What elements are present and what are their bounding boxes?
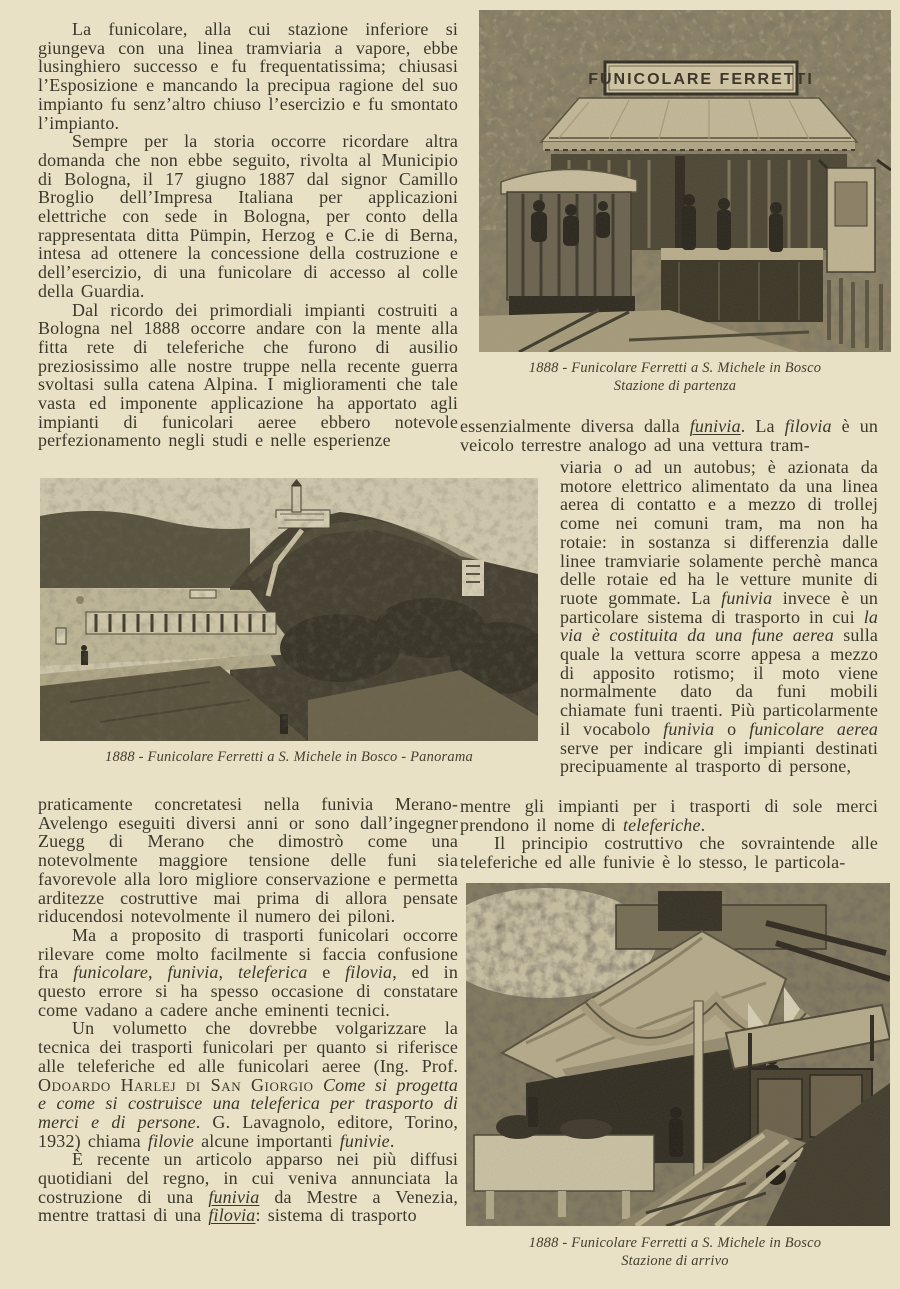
paragraph: La funicolare, alla cui stazione inferiore si giungeva con una linea tramviaria a vapore, ebbe lusinghiero successo e fu frequentatissima; chiusasi l’Esposizione e mancando la precipua ragione del suo impianto fu senz’altro chiuso l’esercizio e fu smontato l’impianto.: [38, 19, 458, 133]
paragraph: essenzialmente diversa dalla funivia. La filovia è un veicolo terrestre analogo ad una vettura tram-: [460, 416, 878, 455]
caption-line: 1888 - Funicolare Ferretti a S. Michele in Bosco: [528, 1235, 822, 1251]
caption-line: 1888 - Funicolare Ferretti a S. Michele in Bosco: [528, 360, 822, 376]
caption-arrival: [460, 1235, 890, 1270]
photo-grain: [466, 883, 890, 1226]
photo-arrival-station: [466, 883, 890, 1226]
paragraph: viaria o ad un autobus; è azionata da motore elettrico alimentato da una linea aerea di contatto e a mezzo di trollej come nei comuni tram, ma non ha rotaie: in sostanza si differenzia dalle linee tramviarie solamente perchè manca delle rotaie ed ha le vetture munite di ruote gommate. La funivia invece è un particolare sistema di trasporto in cui la via è costituita da una fune aerea sulla quale la vettura scorre appesa a mezzo di apposito rotismo; il moto viene normalmente dato da funi mobili chiamate funi traenti. Più particolarmente il vocabolo funivia o funicolare aerea serve per indicare gli impianti destinati precipuamente al trasporto di persone,: [560, 457, 878, 777]
departure-station-illustration: [479, 10, 891, 352]
caption-line: 1888 - Funicolare Ferretti a S. Michele in Bosco - Panorama: [105, 749, 473, 765]
right-column-lead: [460, 417, 878, 454]
paragraph: Sempre per la storia occorre ricordare altra domanda che non ebbe seguito, rivolta al Municipio di Bologna, il 17 giugno 1887 dal signor Camillo Broglio dell’Impresa Italiana per applicazioni elettriche con sede in Bologna, per conto della rappresentata ditta Pümpin, Herzog e C.ie di Berna, intesa ad ottenere la concessione della costruzione e dell’esercizio, di una funicolare di accesso al colle della Guardia.: [38, 131, 458, 301]
paragraph: Il principio costruttivo che sovraintende alle teleferiche ed alle funivie è lo stesso, le particola-: [460, 833, 878, 873]
caption-panorama: [40, 749, 538, 767]
arrival-station-illustration: [466, 883, 890, 1226]
paragraph: Ma a proposito di trasporti funicolari occorre rilevare come molto facilmente si faccia confusione fra funicolare, funivia, teleferica e filovia, ed in questo errore si ha spesso occasione di constatare come vadano a cadere anche eminenti tecnici.: [38, 924, 458, 1020]
right-column-wrapped: [560, 458, 878, 776]
paragraph: Dal ricordo dei primordiali impianti costruiti a Bologna nel 1888 occorre andare con la mente alla fitta rete di teleferiche che furono di ausilio preziosissimo alle nostre truppe nella recente guerra svoltasi sulla catena Alpina. I miglioramenti che tale vasta ed imponente applicazione ha apportato agli impianti di funicolari aeree ebbero notevole perfezionamento negli studi e nelle esperienze: [38, 299, 458, 451]
photo-panorama: [40, 478, 538, 741]
panorama-illustration: [40, 478, 538, 741]
photo-departure-station: [479, 10, 891, 352]
paragraph: praticamente concretatesi nella funivia Merano-Avelengo eseguiti diversi anni or sono dall’ingegner Zuegg di Merano che dimostrò come una notevolmente maggiore tensione delle funi sia favorevole alla loro migliore conservazione e permetta arditezze costruttive mai prima di allora pensate riducendosi notevolmente il numero dei piloni.: [38, 794, 458, 927]
paragraph: È recente un articolo apparso nei più diffusi quotidiani del regno, in cui veniva annunciata la costruzione di una funivia da Mestre a Venezia, mentre trattasi di una filovia: sistema di trasporto: [38, 1149, 459, 1226]
photo-grain: [479, 10, 891, 352]
caption-line: Stazione di partenza: [613, 377, 737, 394]
caption-line: Stazione di arrivo: [621, 1252, 729, 1269]
photo-grain: [40, 478, 538, 741]
left-column-bottom: [38, 795, 458, 1225]
paragraph: mentre gli impianti per i trasporti di sole merci prendono il nome di teleferiche.: [460, 796, 878, 835]
caption-departure: [460, 360, 890, 395]
paragraph: Un volumetto che dovrebbe volgarizzare la tecnica dei trasporti funicolari per quanto si riferisce alle teleferiche ed alle funicolari aeree (Ing. Prof. Odoardo Harlej di San Giorgio Come si progetta e come si costruisce una teleferica per trasporto di merci e di persone. G. Lavagnolo, editore, Torino, 1932) chiama filovie alcune importanti funivie.: [38, 1018, 458, 1151]
left-column-top: [38, 20, 458, 450]
right-column-tail: [460, 797, 878, 872]
